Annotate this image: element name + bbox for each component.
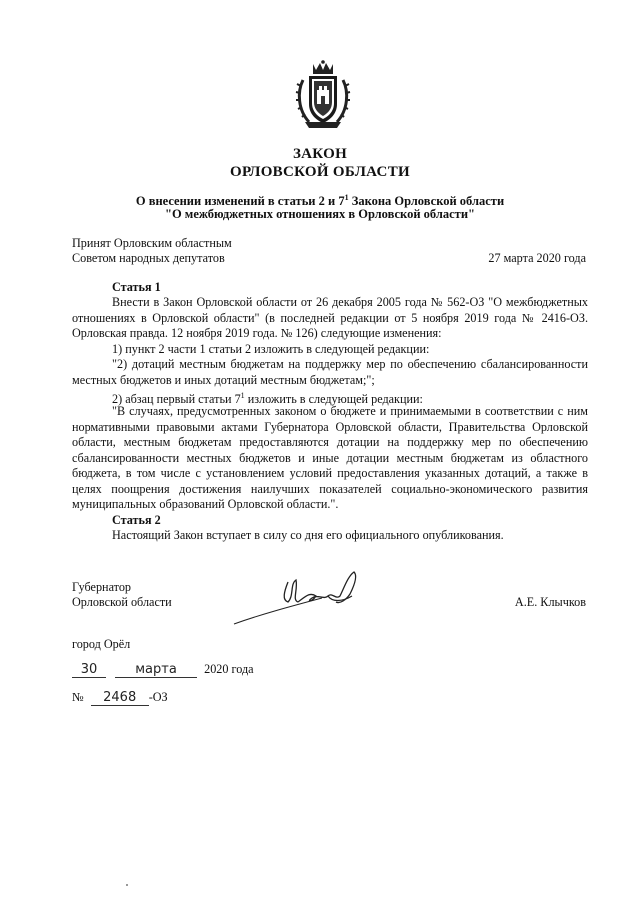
superscript: 1 xyxy=(240,391,245,400)
coat-of-arms-emblem xyxy=(295,60,351,130)
item2-text: изложить в следующей редакции: xyxy=(244,392,423,407)
region-title: ОРЛОВСКОЙ ОБЛАСТИ xyxy=(230,164,410,180)
adoption-line2: Советом народных депутатов xyxy=(72,251,225,265)
article1-quote2: "В случаях, предусмотренных законом о бюджете и принимаемыми в соответствии с ним нормативными правовыми актами Губернатора Орловской области, Правительства Орловской области, местным бюджетам предоставляются дотации на поддержку мер по обеспечению сбалансированности местных бюджетов и иные дотации местным бюджетам из областного бюджета, в том числе с установлением условий предоставления указанных дотаций, а также в целях поощрения достижения наилучших показателей социально-экономического развития муниципальных образований Орловской области.". xyxy=(72,404,588,511)
date-day: 30 xyxy=(72,662,106,678)
subtitle-text: О внесении изменений в статьи 2 и 7 xyxy=(135,194,345,209)
article1-item1: 1) пункт 2 части 1 статьи 2 изложить в следующей редакции: xyxy=(112,342,430,356)
date-month: марта xyxy=(115,662,197,678)
document-type-title: ЗАКОН xyxy=(292,146,348,162)
law-subtitle-line2: "О межбюджетных отношениях в Орловской области" xyxy=(165,207,475,221)
item2-text: 2) абзац первый статьи 7 xyxy=(112,392,241,407)
law-number xyxy=(72,690,168,706)
signatory-position-line1: Губернатор xyxy=(72,580,132,594)
superscript: 1 xyxy=(344,193,349,202)
adoption-date: 27 марта 2020 года xyxy=(488,251,586,265)
article2-heading: Статья 2 xyxy=(112,513,161,527)
number-suffix: -ОЗ xyxy=(148,690,168,704)
date-year: 2020 года xyxy=(204,662,254,676)
handwritten-signature xyxy=(232,566,382,628)
article2-paragraph: Настоящий Закон вступает в силу со дня его официального опубликования. xyxy=(112,528,504,542)
signing-date xyxy=(72,662,254,678)
adoption-line1: Принят Орловским областным xyxy=(72,236,232,250)
article1-heading: Статья 1 xyxy=(112,280,161,294)
number-sign: № xyxy=(72,690,84,704)
signatory-name: А.Е. Клычков xyxy=(514,595,586,609)
subtitle-text: Закона Орловской области xyxy=(348,194,505,209)
article1-paragraph: Внести в Закон Орловской области от 26 декабря 2005 года № 562-ОЗ "О межбюджетных отношениях в Орловской области" (в последней редакции от 5 ноября 2019 года № 2416-ОЗ. Орловская правда. 12 ноября 2019 года. № 126) следующие изменения: xyxy=(72,295,588,340)
scan-speck xyxy=(126,884,128,886)
city-of-signing: город Орёл xyxy=(72,637,131,651)
signatory-position-line2: Орловской области xyxy=(72,595,172,609)
number-value: 2468 xyxy=(91,690,149,706)
article1-quote1: "2) дотаций местным бюджетам на поддержку мер по обеспечению сбалансированности местных бюджетов и иных дотаций местным бюджетам;"; xyxy=(72,357,588,387)
